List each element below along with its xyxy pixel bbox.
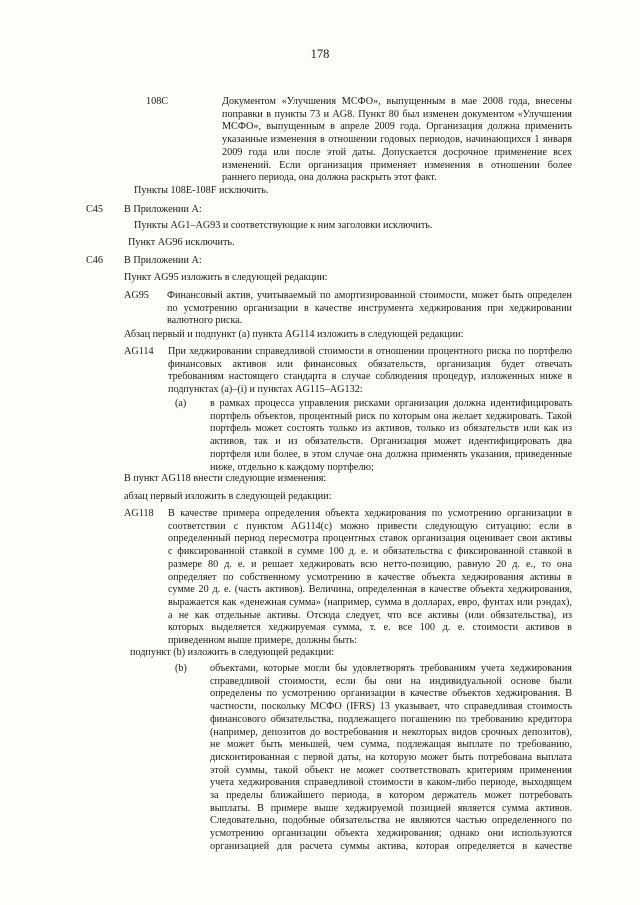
text-line: Следовательно, подобные обязательства не являются частью определенного по [210, 815, 572, 827]
paragraph-label: AG95 [124, 290, 149, 301]
text-line: размере 80 д. е. и решает хеджировать всю нетто-позицию, равную 20 д. е., то она [168, 558, 572, 570]
text-line: раннего периода, она должна раскрыть этот факт. [222, 172, 437, 184]
text-line: активов, так и из обязательств. Организация может идентифицировать два [210, 436, 572, 448]
text-line: сумме 20 д. е. (часть активов). Величина, определенная в качестве объекта хеджирования, [168, 584, 572, 596]
text-line: При хеджировании справедливой стоимости в отношении процентного риска по портфелю [168, 346, 572, 357]
instruction-line: Абзац первый и подпункт (а) пункта AG114 изложить в следующей редакции: [124, 329, 464, 340]
paragraph-label: AG114 [124, 346, 154, 357]
text-line: выражается как «денежная сумма» (например, сумма в долларах, евро, фунтах или рэндах), [168, 596, 572, 608]
paragraph-ag95 [167, 290, 572, 328]
text-line: определяет по собственному усмотрению в качестве объекта хеджирования активы в [168, 571, 572, 583]
instruction-line: Пункт AG96 исключить. [128, 237, 235, 248]
text-line: не может быть меньшей, чем сумма, подлежащая выплате по требованию, [210, 739, 572, 751]
instruction-line: Пункт AG95 изложить в следующей редакции: [124, 272, 328, 283]
text-line: организацией для расчета суммы актива, которая определяется в качестве [210, 840, 572, 852]
text-line: в рамках процесса управления рисками организация должна идентифицировать [210, 398, 572, 409]
text-line: ниже, отдельно к каждому портфелю; [210, 461, 374, 473]
text-line: Финансовый актив, учитываемый по амортизированной стоимости, может быть определен [167, 290, 572, 301]
instruction-line: В пункт AG118 внести следующие изменения: [124, 473, 327, 484]
section-heading: В Приложении А: [124, 204, 202, 215]
text-line: Документом «Улучшения МСФО», выпущенным в мае 2008 года, внесены [222, 96, 572, 107]
text-line: поправки в пункты 73 и AG8. Пункт 80 был изменен документом «Улучшения [222, 108, 572, 120]
text-line: по усмотрению организации в качестве инструмента хеджирования при хеджировании [167, 302, 572, 314]
text-line: за пределы ближайшего периода, в котором держатель может потребовать [210, 790, 572, 802]
text-line: В качестве примера определения объекта хеджирования по усмотрению организации в [168, 508, 572, 519]
instruction-line: Пункты 108E-108F исключить. [134, 185, 269, 196]
section-label: C45 [86, 204, 103, 215]
instruction-line: Пункты AG1–AG93 и соответствующие к ним заголовки исключить. [134, 220, 433, 231]
text-line: которых выделяется хеджируемая сумма, т. е. все 100 д. е. стоимости активов в [168, 622, 572, 634]
text-line: МСФО», выпущенным в апреле 2009 года. Организация должна применить [222, 121, 572, 133]
instruction-line: подпункт (b) изложить в следующей редакции: [130, 647, 335, 658]
text-line: определенный период пересмотра процентных ставок организация оценивает свои активы [168, 533, 572, 545]
text-line: с фиксированной ставкой в сумме 100 д. е. и обязательства с фиксированной ставкой в [168, 546, 572, 558]
section-label: C46 [86, 255, 103, 266]
text-line: валютного риска. [167, 315, 243, 327]
paragraph-ag114 [168, 346, 572, 397]
text-line: требованиям настоящего стандарта в случае соблюдения процедур, изложенных ниже в [168, 371, 572, 383]
subitem-label: (b) [175, 663, 187, 674]
text-line: подпунктах (а)–(i) и пунктах AG115–AG132: [168, 384, 363, 396]
subparagraph-ag114a [210, 398, 572, 474]
text-line: этой суммы, такой объект не может соответствовать критериям применения [210, 764, 572, 776]
text-line: частности, поскольку МСФО (IFRS) 13 указывает, что справедливая стоимость [210, 701, 572, 713]
text-line: определены по усмотрению организации в качестве объектов хеджирования. В [210, 688, 572, 700]
text-line: выплаты. В примере выше хеджируемой позицией является сумма активов. [210, 802, 572, 814]
subparagraph-b [210, 663, 572, 854]
paragraph-label: AG118 [124, 508, 154, 519]
text-line: приведенном выше примере, должны быть: [168, 635, 357, 647]
text-line: дисконтированная с первой даты, на которую может быть потребована выплата [210, 751, 572, 763]
text-line: справедливой стоимости, если бы они на индивидуальной основе были [210, 675, 572, 687]
text-line: учета хеджирования справедливой стоимости в каком-либо периоде, выходящем [210, 777, 572, 789]
text-line: (например, депозитов до востребования и некоторых видов срочных депозитов), [210, 726, 572, 738]
paragraph-label: 108C [146, 96, 169, 107]
text-line: а не как отдельные активы. Отсюда следует, что все активы (или обязательства), из [168, 609, 572, 621]
text-line: финансовых активов или финансовых обязательств, организация будет отвечать [168, 358, 572, 370]
text-line: 2009 года или после этой даты. Допускается досрочное применение всех [222, 146, 572, 158]
text-line: портфель может состоять только из активов, только из обязательств или как из [210, 423, 572, 435]
paragraph-ag118 [168, 508, 572, 648]
text-line: усмотрению организации объекта хеджирования; однако они используются [210, 828, 572, 840]
text-line: финансового обязательства, подлежащего погашению по требованию кредитора [210, 713, 572, 725]
paragraph-108c [222, 96, 572, 185]
page-number: 178 [310, 47, 330, 61]
text-line: соответствии с пунктом AG114(c) можно привести следующую ситуацию: если в [168, 520, 572, 532]
instruction-line: абзац первый изложить в следующей редакции: [124, 491, 332, 502]
section-heading: В Приложении А: [124, 255, 202, 266]
text-line: портфель объектов, процентный риск по которым она желает хеджировать. Такой [210, 410, 572, 422]
text-line: изменений. Если организация применяет изменения в отношении более [222, 159, 572, 171]
text-line: объектами, которые могли бы удовлетворять требованиям учета хеджирования [210, 663, 572, 674]
text-line: портфеля или более, в этом случае она должна применять указания, приведенные [210, 448, 572, 460]
subitem-label: (a) [175, 398, 187, 409]
text-line: указанные изменения в отношении годовых периодов, начинающихся 1 января [222, 134, 572, 146]
